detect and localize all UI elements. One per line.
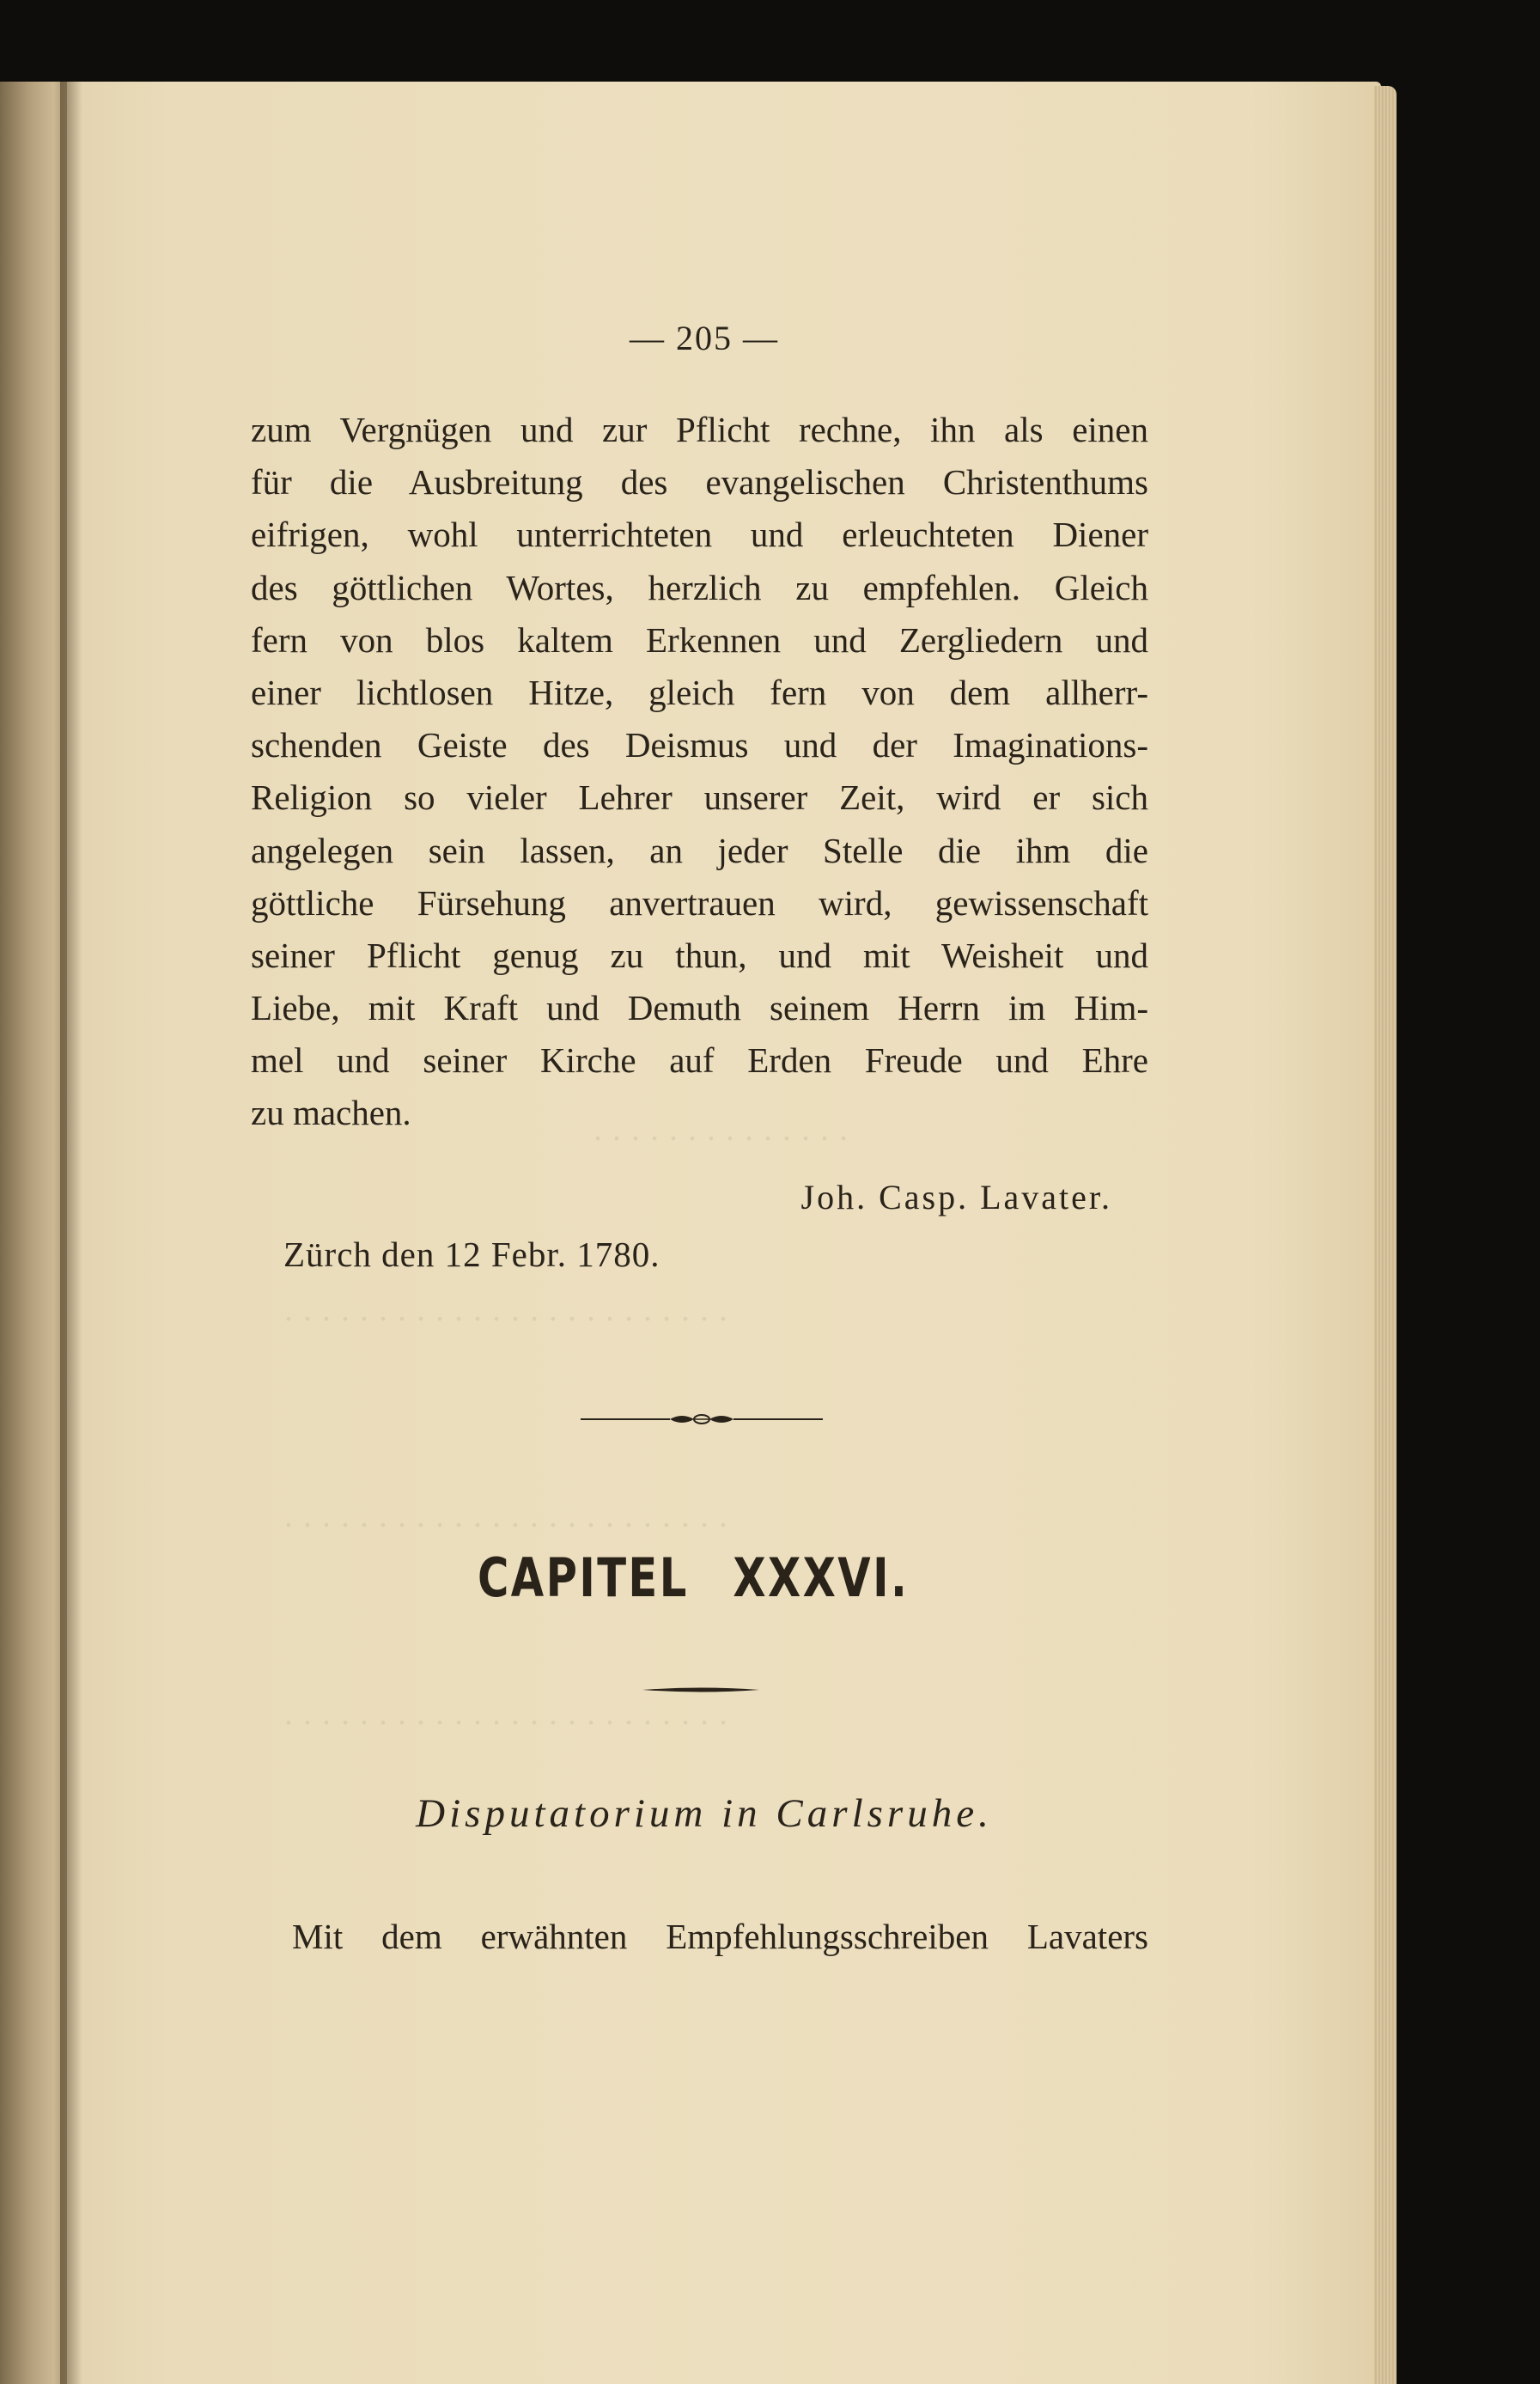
text-line: fern von blos kaltem Erkennen und Zergliedern und xyxy=(251,619,1148,660)
text-line: einer lichtlosen Hitze, gleich fern von dem allherr- xyxy=(251,672,1148,712)
text-line: schenden Geiste des Deismus und der Imaginations- xyxy=(251,725,1148,765)
bleed-through-text: . . . . . . . . . . . . . . . . . . . . . . . . xyxy=(283,1496,727,1534)
text-line: für die Ausbreitung des evangelischen Christenthums xyxy=(251,462,1148,503)
section-title: Disputatorium in Carlsruhe. xyxy=(416,1791,993,1836)
text-line: göttliche Fürsehung anvertrauen wird, gewissenschaft xyxy=(251,882,1148,923)
text-line: angelegen sein lassen, an jeder Stelle die ihm die xyxy=(251,830,1148,870)
continuation-line: Mit dem erwähnten Empfehlungsschreiben Lavaters xyxy=(292,1917,1148,1956)
body-text xyxy=(251,404,1148,1140)
chapter-heading: CAPITEL XXXVI. xyxy=(478,1546,910,1609)
dateline: Zürch den 12 Febr. 1780. xyxy=(283,1235,660,1274)
text-line: Liebe, mit Kraft und Demuth seinem Herrn im Him- xyxy=(251,988,1148,1028)
ornamental-divider xyxy=(577,1409,826,1430)
bleed-through-text: . . . . . . . . . . . . . . xyxy=(593,1109,848,1148)
text-line: eifrigen, wohl unterrichteten und erleuchteten Diener xyxy=(251,515,1148,555)
text-line: zum Vergnügen und zur Pflicht rechne, ihn als einen xyxy=(251,410,1148,449)
signature: Joh. Casp. Lavater. xyxy=(800,1178,1112,1216)
text-line: mel und seiner Kirche auf Erden Freude und Ehre xyxy=(251,1040,1148,1081)
text-line: zu machen. xyxy=(251,1093,411,1133)
section-rule xyxy=(642,1686,759,1693)
text-line: Religion so vieler Lehrer unserer Zeit, wird er sich xyxy=(251,777,1148,818)
text-line: seiner Pflicht genug zu thun, und mit Weisheit und xyxy=(251,935,1148,975)
text-line: des göttlichen Wortes, herzlich zu empfehlen. Gleich xyxy=(251,567,1148,607)
bleed-through-text: . . . . . . . . . . . . . . . . . . . . . . . . xyxy=(283,1693,727,1732)
bleed-through-text: . . . . . . . . . . . . . . . . . . . . . . . . xyxy=(283,1290,727,1328)
page-number: — 205 — xyxy=(630,319,779,357)
